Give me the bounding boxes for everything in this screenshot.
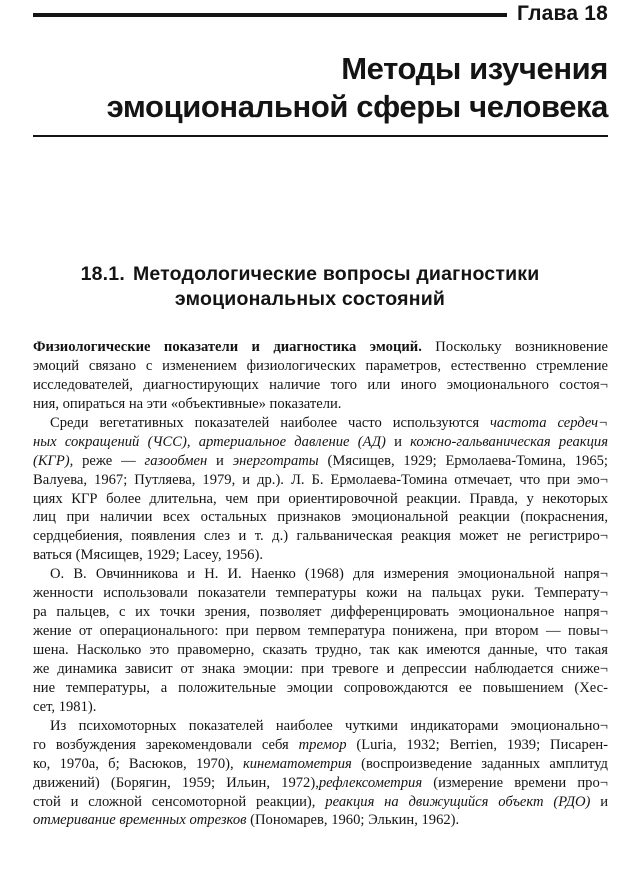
p3-line-7: ние температуры, а положительные эмоции сопровождаются ее повышением (Хес- (33, 679, 608, 696)
p1-line-1: Физиологические показатели и диагностика эмоций. Поскольку возникновение (33, 339, 608, 355)
p3-line-4: жение от операционального: при первом температура понижена, при втором — повы¬ (33, 623, 608, 640)
p3-line-3: ра пальцев, с их точки зрения, позволяет дифференцировать эмоциональное напря¬ (33, 604, 608, 621)
p2-line-3: (КГР), реже — газообмен и энерготраты (Мясищев, 1929; Ермолаева-Томина, 1965; (33, 452, 608, 469)
chapter-title-line-2: эмоциональной сферы человека (106, 89, 608, 124)
chapter-label: Глава 18 (517, 2, 608, 25)
p1-run-in-heading: Физиологические показатели и диагностика эмоций. (33, 339, 422, 355)
p3-line-1: О. В. Овчинникова и Н. И. Наенко (1968) для измерения эмоциональной напря¬ (50, 566, 608, 583)
p3-line-5: шена. Насколько это правомерно, сказать трудно, так как имеются данные, что такая (33, 642, 608, 658)
p4-line-5: стой и сложной сенсомоторной реакции), реакция на движущийся объект (РДО) и (33, 793, 609, 810)
body-text (33, 338, 608, 830)
section-heading-line-1 (30, 262, 590, 287)
p2-line-5: циях КГР более длительна, чем при ориентировочной реакции. Правда, у некоторых (33, 490, 608, 507)
p4-line-6: отмеривание временных отрезков (Пономарев, 1960; Элькин, 1962). (33, 812, 460, 829)
section-heading (30, 262, 590, 312)
p1-line-2: эмоций связано с изменением физиологических параметров, естественно стремление (33, 357, 608, 374)
p1-line-3: исследователей, диагностирующих наличие того или иного эмоционального состоя¬ (33, 376, 608, 393)
p4-line-4: движений) (Борягин, 1959; Ильин, 1972),рефлексометрия (измерение времени про¬ (33, 774, 608, 791)
chapter-title-line-1: Методы изучения (341, 51, 608, 86)
section-number: 18.1. (80, 263, 125, 285)
p1-line-4: ния, опираться на эти «объективные» показатели. (33, 395, 342, 412)
p2-line-6: лиц при наличии всех остальных признаков эмоциональной реакции (покраснения, (33, 509, 608, 526)
p4-line-1: Из психомоторных показателей наиболее чуткими индикаторами эмоционально¬ (50, 717, 608, 734)
p2-line-7: сердцебиения, появления слез и т. д.) гальваническая реакция может не регистриро¬ (33, 528, 608, 545)
chapter-header-rule (33, 13, 507, 17)
p2-line-2: ных сокращений (ЧСС), артериальное давление (АД) и кожно-гальваническая реакция (33, 433, 608, 450)
p4-line-2: го возбуждения зарекомендовали себя тремор (Luria, 1932; Berrien, 1939; Писарен- (33, 736, 608, 753)
section-title-part-1: Методологические вопросы диагностики (132, 263, 540, 285)
section-title-part-2: эмоциональных состояний (174, 288, 446, 310)
chapter-header (33, 0, 608, 28)
title-underline-rule (33, 135, 608, 137)
p2-line-8: ваться (Мясищев, 1929; Lacey, 1956). (33, 547, 263, 564)
p3-line-2: женности использовали показатели температуры кожи на пальцах руки. Температу¬ (33, 585, 608, 602)
p4-line-3: ко, 1970а, б; Васюков, 1970), кинематометрия (воспроизведение заданных амплитуд (33, 755, 608, 772)
p2-line-4: Валуева, 1967; Путляева, 1979, и др.). Л. Б. Ермолаева-Томина отмечает, что при эмо¬ (33, 471, 608, 488)
p3-line-8: сет, 1981). (33, 698, 97, 715)
p2-line-1: Среди вегетативных показателей наиболее часто используются частота сердеч¬ (50, 414, 608, 431)
chapter-title (28, 50, 608, 126)
p3-line-6: же динамика зависит от знака эмоции: при тревоге и депрессии наблюдается сниже¬ (33, 660, 608, 677)
